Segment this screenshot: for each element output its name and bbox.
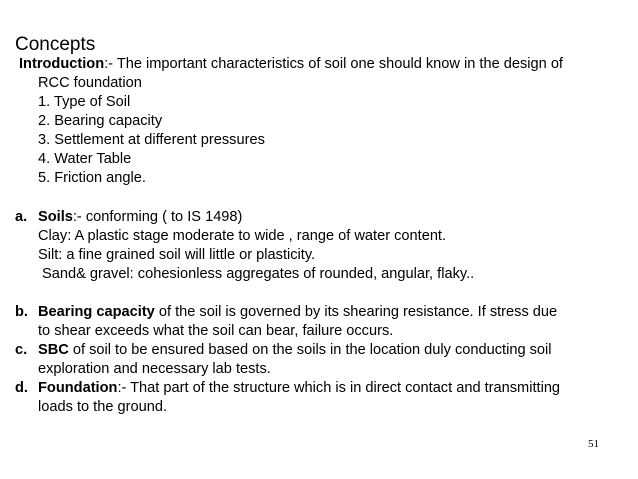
soil-type-line: Sand& gravel: cohesionless aggregates of rounded, angular, flaky.. — [38, 266, 475, 282]
point-c-label: SBC — [38, 342, 69, 358]
soil-type-line: Silt: a fine grained soil will little or plasticity. — [38, 247, 316, 263]
point-b-label: Bearing capacity — [38, 304, 155, 320]
point-a-line — [38, 208, 242, 226]
point-a-marker: a. — [15, 209, 28, 225]
intro-item: 3. Settlement at different pressures — [38, 132, 265, 148]
page-number: 51 — [588, 438, 599, 450]
intro-item: 4. Water Table — [38, 151, 132, 167]
intro-item: 1. Type of Soil — [38, 94, 131, 110]
intro-label: Introduction — [19, 56, 105, 72]
point-c-line2: exploration and necessary lab tests. — [38, 361, 271, 377]
intro-line — [19, 55, 563, 73]
point-d-label: Foundation — [38, 380, 118, 396]
point-b-line2: to shear exceeds what the soil can bear, failure occurs. — [38, 323, 394, 339]
point-b-line — [38, 303, 557, 321]
intro-item: 2. Bearing capacity — [38, 113, 163, 129]
intro-continuation: RCC foundation — [38, 75, 142, 91]
point-b-text: of the soil is governed by its shearing resistance. If stress due — [154, 304, 558, 320]
soil-type-line: Clay: A plastic stage moderate to wide , range of water content. — [38, 228, 447, 244]
point-a-text: :- conforming ( to IS 1498) — [72, 209, 243, 225]
point-d-marker: d. — [15, 380, 28, 396]
point-d-line2: loads to the ground. — [38, 399, 168, 415]
point-c-marker: c. — [15, 342, 28, 358]
point-a-label: Soils — [38, 209, 73, 225]
point-b-marker: b. — [15, 304, 28, 320]
point-c-text: of soil to be ensured based on the soils in the location duly conducting soil — [68, 342, 552, 358]
point-c-line — [38, 341, 552, 359]
point-d-line — [38, 379, 560, 397]
intro-item: 5. Friction angle. — [38, 170, 146, 186]
page-title: Concepts — [15, 34, 96, 55]
point-d-text: :- That part of the structure which is in direct contact and transmitting — [117, 380, 561, 396]
intro-text: :- The important characteristics of soil one should know in the design of — [104, 56, 563, 72]
